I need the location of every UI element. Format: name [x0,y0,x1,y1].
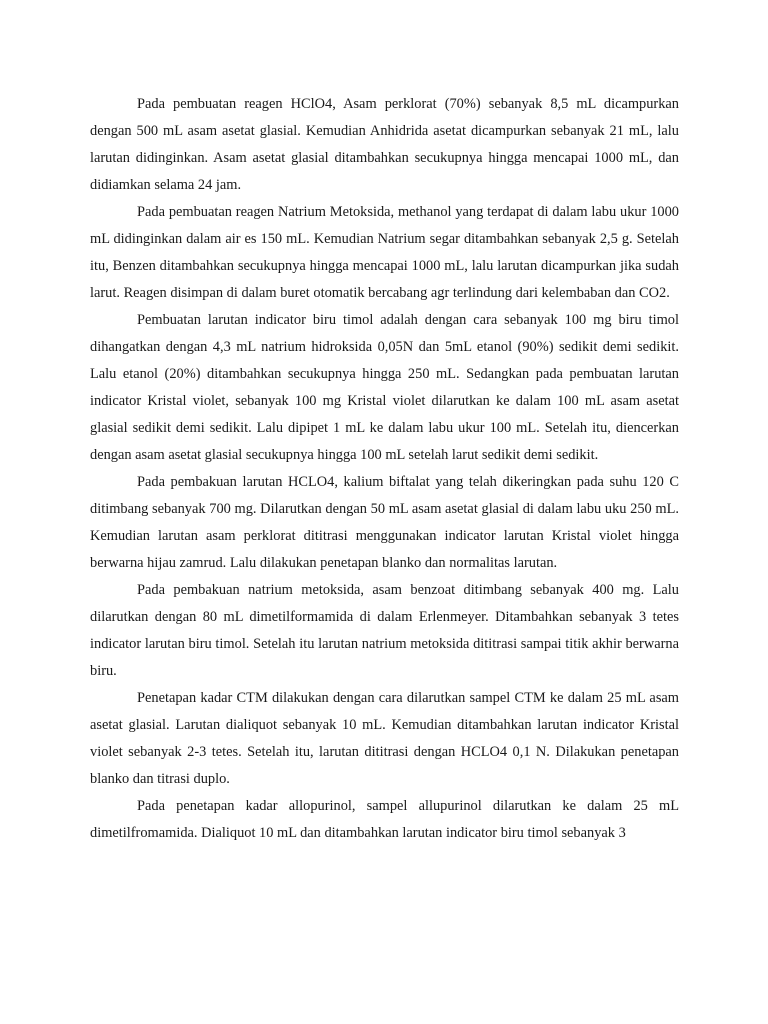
paragraph-hclo4-reagent: Pada pembuatan reagen HClO4, Asam perklorat (70%) sebanyak 8,5 mL dicampurkan dengan 500 mL asam asetat glasial. Kemudian Anhidrida asetat dicampurkan sebanyak 21 mL, lalu larutan didinginkan. Asam asetat glasial ditambahkan secukupnya hingga mencapai 1000 mL, dan didiamkan selama 24 jam. [90,96,679,193]
document-body [90,91,679,847]
paragraph-allopurinol-assay: Pada penetapan kadar allopurinol, sampel allupurinol dilarutkan ke dalam 25 mL dimetilfromamida. Dialiquot 10 mL dan ditambahkan larutan indicator biru timol sebanyak 3 [90,798,679,841]
paragraph-methoxide-standardization: Pada pembakuan natrium metoksida, asam benzoat ditimbang sebanyak 400 mg. Lalu dilarutkan dengan 80 mL dimetilformamida di dalam Erlenmeyer. Ditambahkan sebanyak 3 tetes indicator larutan biru timol. Setelah itu larutan natrium metoksida dititrasi sampai titik akhir berwarna biru. [90,582,679,679]
paragraph-indicator-solutions: Pembuatan larutan indicator biru timol adalah dengan cara sebanyak 100 mg biru timol dihangatkan dengan 4,3 mL natrium hidroksida 0,05N dan 5mL etanol (90%) sedikit demi sedikit. Lalu etanol (20%) ditambahkan secukupnya hingga 250 mL. Sedangkan pada pembuatan larutan indicator Kristal violet, sebanyak 100 mg Kristal violet dilarutkan ke dalam 100 mL asam asetat glasial sedikit demi sedikit. Lalu dipipet 1 mL ke dalam labu ukur 100 mL. Setelah itu, diencerkan dengan asam asetat glasial secukupnya hingga 100 mL setelah larut sedikit demi sedikit. [90,312,679,463]
paragraph-ctm-assay: Penetapan kadar CTM dilakukan dengan cara dilarutkan sampel CTM ke dalam 25 mL asam asetat glasial. Larutan dialiquot sebanyak 10 mL. Kemudian ditambahkan larutan indicator Kristal violet sebanyak 2-3 tetes. Setelah itu, larutan dititrasi dengan HCLO4 0,1 N. Dilakukan penetapan blanko dan titrasi duplo. [90,690,679,787]
paragraph-hclo4-standardization: Pada pembakuan larutan HCLO4, kalium biftalat yang telah dikeringkan pada suhu 120 C ditimbang sebanyak 700 mg. Dilarutkan dengan 50 mL asam asetat glasial di dalam labu uku 250 mL. Kemudian larutan asam perklorat dititrasi menggunakan indicator larutan Kristal violet hingga berwarna hijau zamrud. Lalu dilakukan penetapan blanko dan normalitas larutan. [90,474,679,571]
paragraph-sodium-methoxide-reagent: Pada pembuatan reagen Natrium Metoksida, methanol yang terdapat di dalam labu ukur 1000 mL didinginkan dalam air es 150 mL. Kemudian Natrium segar ditambahkan sebanyak 2,5 g. Setelah itu, Benzen ditambahkan secukupnya hingga mencapai 1000 mL, lalu larutan dicampurkan jika sudah larut. Reagen disimpan di dalam buret otomatik bercabang agr terlindung dari kelembaban dan CO2. [90,204,679,301]
